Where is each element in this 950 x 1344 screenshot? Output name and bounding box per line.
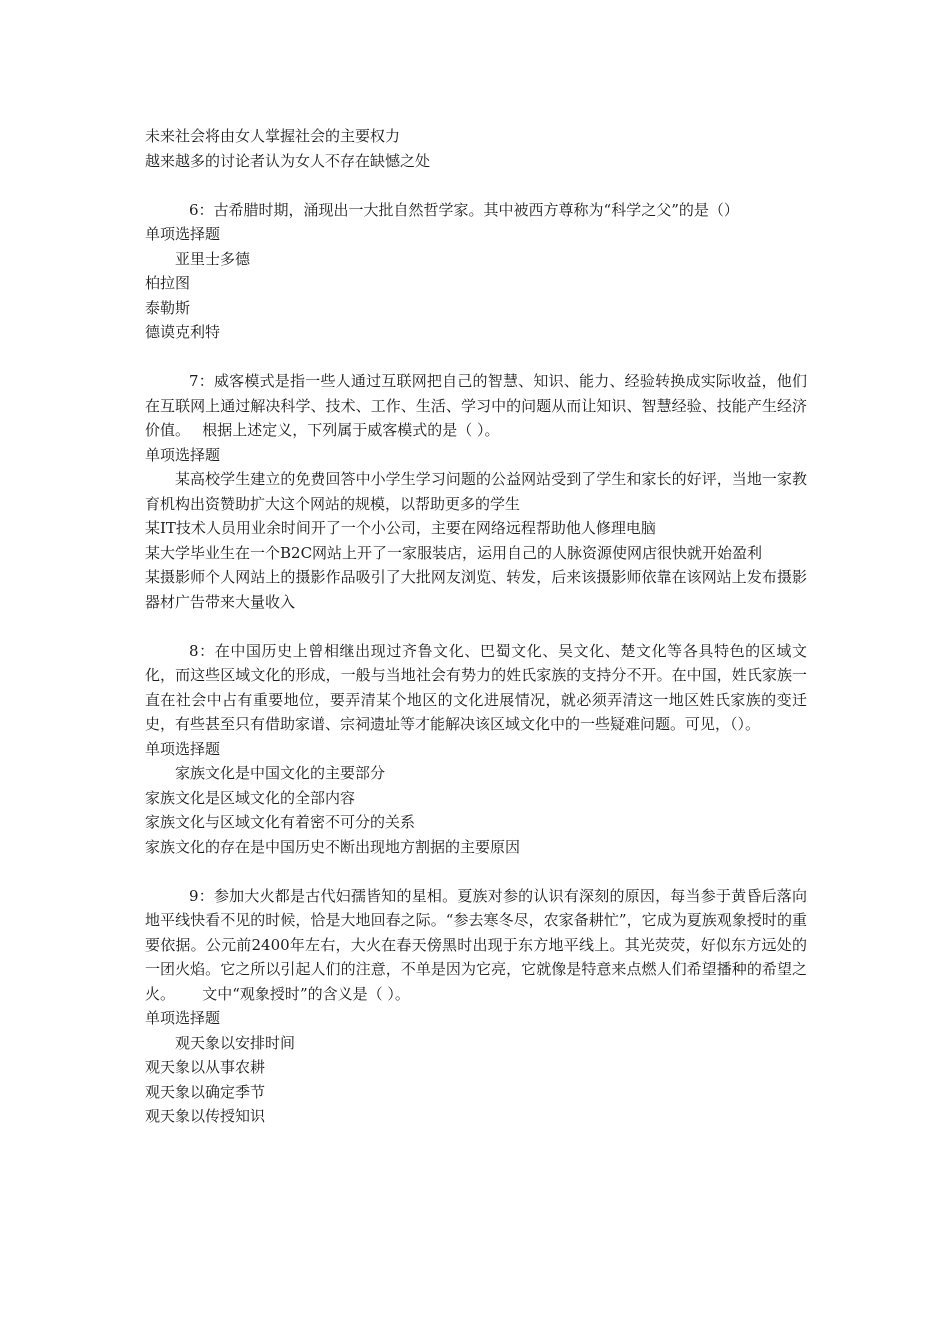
question-6 (145, 198, 807, 345)
option-c[interactable]: 泰勒斯 (145, 298, 191, 317)
question-stem: 6：古希腊时期，涌现出一大批自然哲学家。其中被西方尊称为“科学之父”的是（） (189, 200, 739, 219)
question-stem: 9：参加大火都是古代妇孺皆知的星相。夏族对参的认识有深刻的原因，每当参于黄昏后落向地平线快看不见的时候，恰是大地回春之际。“参去寒冬尽，农家备耕忙”，它成为夏族观象授时的重要依据。公元前2400年左右，大火在春天傍黑时出现于东方地平线上。其光荧荧，好似东方远处的一团火焰。它之所以引起人们的注意，不单是因为它亮，它就像是特意来点燃人们希望播种的希望之火。 文中“观象授时”的含义是（ ）。 (145, 886, 807, 1003)
question-7 (145, 369, 807, 614)
option-b[interactable]: 柏拉图 (145, 274, 191, 292)
document-page (145, 124, 807, 1129)
option-d[interactable]: 观天象以传授知识 (145, 1107, 266, 1125)
question-type: 单项选择题 (145, 739, 221, 758)
intro-line: 越来越多的讨论者认为女人不存在缺憾之处 (145, 151, 431, 170)
question-stem: 8：在中国历史上曾相继出现过齐鲁文化、巴蜀文化、吴文化、楚文化等各具特色的区域文化，而这些区域文化的形成，一般与当地社会有势力的姓氏家族的支持分不开。在中国，姓氏家族一直在社会中占有重要地位，要弄清某个地区的文化进展情况，就必须弄清这一地区姓氏家族的变迁史，有些甚至只有借助家谱、宗祠遗址等才能解决该区域文化中的一些疑难问题。可见，（）。 (145, 641, 807, 733)
option-c[interactable]: 观天象以确定季节 (145, 1082, 266, 1101)
option-a[interactable]: 亚里士多德 (175, 249, 251, 268)
intro-line: 未来社会将由女人掌握社会的主要权力 (145, 127, 401, 145)
option-a[interactable]: 家族文化是中国文化的主要部分 (175, 764, 386, 782)
question-9 (145, 884, 807, 1129)
option-d[interactable]: 德谟克利特 (145, 323, 221, 341)
spacer (145, 345, 807, 370)
question-type: 单项选择题 (145, 445, 221, 464)
question-type: 单项选择题 (145, 1009, 221, 1027)
question-8 (145, 639, 807, 860)
option-b[interactable]: 家族文化是区域文化的全部内容 (145, 788, 356, 807)
question-type: 单项选择题 (145, 225, 221, 243)
spacer (145, 173, 807, 198)
option-a[interactable]: 某高校学生建立的免费回答中小学生学习问题的公益网站受到了学生和家长的好评，当地一家教育机构出资赞助扩大这个网站的规模，以帮助更多的学生 (145, 470, 807, 513)
option-a[interactable]: 观天象以安排时间 (175, 1033, 296, 1052)
option-b[interactable]: 某IT技术人员用业余时间开了一个小公司，主要在网络远程帮助他人修理电脑 (145, 519, 656, 537)
option-c[interactable]: 某大学毕业生在一个B2C网站上开了一家服装店，运用自己的人脉资源使网店很快就开始盈利 (145, 543, 763, 562)
option-b[interactable]: 观天象以从事农耕 (145, 1058, 266, 1076)
option-d[interactable]: 家族文化的存在是中国历史不断出现地方割据的主要原因 (145, 837, 521, 856)
spacer (145, 614, 807, 639)
question-stem: 7：威客模式是指一些人通过互联网把自己的智慧、知识、能力、经验转换成实际收益，他们在互联网上通过解决科学、技术、工作、生活、学习中的问题从而让知识、智慧经验、技能产生经济价值。 根据上述定义，下列属于威客模式的是（ ）。 (145, 372, 807, 439)
option-c[interactable]: 家族文化与区域文化有着密不可分的关系 (145, 813, 416, 831)
option-d[interactable]: 某摄影师个人网站上的摄影作品吸引了大批网友浏览、转发，后来该摄影师依靠在该网站上发布摄影器材广告带来大量收入 (145, 568, 807, 611)
spacer (145, 859, 807, 884)
